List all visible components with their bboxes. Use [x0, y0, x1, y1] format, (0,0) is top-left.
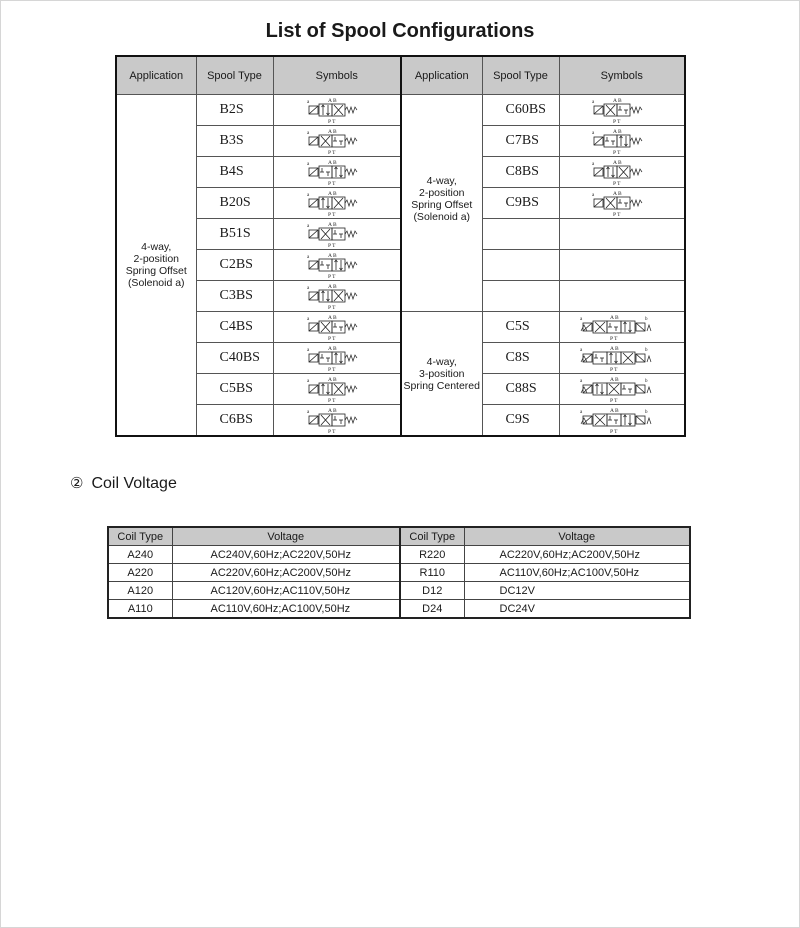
spool-type-cell: C60BS [482, 95, 559, 126]
coil-type-cell: A110 [108, 600, 172, 619]
two-position-valve-symbol [306, 282, 368, 310]
port-label-pt: P T [327, 336, 336, 341]
port-label-ab: A B [612, 191, 622, 197]
two-position-valve-symbol [306, 313, 368, 341]
header-spool-type: Spool Type [482, 56, 559, 95]
coil-type-cell: D12 [400, 582, 464, 600]
port-label-ab: A B [327, 408, 337, 414]
section-title: Coil Voltage [91, 475, 177, 492]
header-spool-type: Spool Type [196, 56, 273, 95]
symbol-cell [273, 374, 401, 405]
two-position-valve-symbol [306, 375, 368, 403]
coil-voltage-table [107, 526, 691, 619]
port-label-ab: A B [609, 377, 619, 383]
solenoid-a-label: a [591, 193, 594, 198]
spool-type-cell: C7BS [482, 126, 559, 157]
symbol-cell [273, 157, 401, 188]
application-line: 4-way, [426, 355, 457, 368]
spool-row [116, 405, 685, 437]
spool-type-cell: B20S [196, 188, 273, 219]
port-label-pt: P T [612, 150, 621, 155]
spool-type-cell: C6BS [196, 405, 273, 437]
symbol-cell [559, 405, 685, 437]
port-label-pt: P T [612, 181, 621, 186]
three-position-valve-symbol [579, 344, 665, 372]
application-line: (Solenoid a) [413, 211, 471, 223]
spool-type-cell: C8BS [482, 157, 559, 188]
symbol-cell [559, 219, 685, 250]
spool-type-cell [482, 219, 559, 250]
symbol-cell [559, 312, 685, 343]
two-position-valve-symbol [306, 251, 368, 279]
port-label-ab: A B [327, 191, 337, 197]
solenoid-b-label: b [644, 348, 648, 353]
port-label-ab: A B [609, 346, 619, 352]
port-label-pt: P T [609, 398, 618, 403]
two-position-valve-symbol [306, 127, 368, 155]
page-title: List of Spool Configurations [265, 20, 535, 42]
spool-row [116, 126, 685, 157]
port-label-pt: P T [612, 212, 621, 217]
spool-type-cell: B3S [196, 126, 273, 157]
solenoid-a-label: a [306, 317, 309, 322]
port-label-pt: P T [327, 429, 336, 434]
symbol-cell [273, 188, 401, 219]
application-cell [116, 95, 196, 437]
application-line: (Solenoid a) [127, 277, 185, 289]
header-coil-type: Coil Type [108, 527, 172, 546]
two-position-valve-symbol [306, 96, 368, 124]
two-position-valve-symbol [306, 158, 368, 186]
symbol-cell [559, 281, 685, 312]
port-label-ab: A B [612, 98, 622, 104]
port-label-ab: A B [327, 346, 337, 352]
solenoid-a-label: a [591, 131, 594, 136]
three-position-valve-symbol [579, 406, 665, 434]
two-position-valve-symbol [591, 189, 653, 217]
symbol-cell [559, 374, 685, 405]
port-label-ab: A B [327, 377, 337, 383]
solenoid-a-label: a [306, 100, 309, 105]
solenoid-a-label: a [306, 348, 309, 353]
two-position-valve-symbol [306, 344, 368, 372]
spool-row [116, 250, 685, 281]
solenoid-a-label: a [306, 379, 309, 384]
voltage-cell: AC240V,60Hz;AC220V,50Hz [172, 546, 400, 564]
coil-type-cell: R110 [400, 564, 464, 582]
port-label-ab: A B [612, 129, 622, 135]
port-label-ab: A B [327, 129, 337, 135]
solenoid-b-label: b [644, 410, 648, 415]
application-line: 4-way, [141, 241, 172, 253]
symbol-cell [273, 405, 401, 437]
three-position-valve-symbol [579, 313, 665, 341]
port-label-pt: P T [609, 336, 618, 341]
spool-type-cell [482, 281, 559, 312]
symbol-cell [273, 126, 401, 157]
spool-type-cell: C2BS [196, 250, 273, 281]
spool-type-cell: C3BS [196, 281, 273, 312]
spool-type-cell: C88S [482, 374, 559, 405]
symbol-cell [273, 281, 401, 312]
spool-type-cell: B2S [196, 95, 273, 126]
solenoid-a-label: a [579, 317, 582, 322]
voltage-cell: DC12V [464, 582, 690, 600]
port-label-ab: A B [609, 315, 619, 321]
section-number: ② [70, 475, 84, 492]
application-cell [401, 95, 482, 312]
application-line: Spring Offset [411, 199, 473, 211]
symbol-cell [273, 95, 401, 126]
coil-row [108, 564, 690, 582]
port-label-ab: A B [327, 253, 337, 259]
application-line: 3-position [418, 367, 465, 380]
symbol-cell [559, 157, 685, 188]
port-label-pt: P T [609, 429, 618, 434]
spool-header-row [116, 56, 685, 95]
voltage-cell: AC120V,60Hz;AC110V,50Hz [172, 582, 400, 600]
solenoid-b-label: b [644, 317, 648, 322]
symbol-cell [273, 250, 401, 281]
solenoid-a-label: a [306, 410, 309, 415]
voltage-cell: AC220V,60Hz;AC200V,50Hz [464, 546, 690, 564]
voltage-cell: DC24V [464, 600, 690, 619]
port-label-pt: P T [327, 181, 336, 186]
port-label-pt: P T [327, 398, 336, 403]
port-label-pt: P T [327, 367, 336, 372]
solenoid-a-label: a [579, 379, 582, 384]
spool-type-cell: B51S [196, 219, 273, 250]
coil-row [108, 582, 690, 600]
port-label-ab: A B [327, 160, 337, 166]
two-position-valve-symbol [591, 158, 653, 186]
symbol-cell [559, 126, 685, 157]
port-label-pt: P T [609, 367, 618, 372]
coil-row [108, 600, 690, 619]
port-label-pt: P T [327, 274, 336, 279]
voltage-cell: AC110V,60Hz;AC100V,50Hz [172, 600, 400, 619]
application-line: 4-way, [426, 175, 457, 187]
two-position-valve-symbol [591, 127, 653, 155]
solenoid-a-label: a [306, 224, 309, 229]
application-line: Spring Offset [125, 265, 187, 277]
spool-row [116, 312, 685, 343]
port-label-ab: A B [327, 284, 337, 290]
two-position-valve-symbol [306, 189, 368, 217]
header-symbols: Symbols [273, 56, 401, 95]
spool-type-cell: C40BS [196, 343, 273, 374]
solenoid-a-label: a [591, 100, 594, 105]
port-label-pt: P T [327, 150, 336, 155]
port-label-pt: P T [327, 243, 336, 248]
spool-row [116, 343, 685, 374]
spool-configurations-table [115, 55, 686, 437]
solenoid-a-label: a [306, 131, 309, 136]
spool-row [116, 374, 685, 405]
voltage-cell: AC220V,60Hz;AC200V,50Hz [172, 564, 400, 582]
header-application: Application [401, 56, 482, 95]
application-cell [401, 312, 482, 437]
symbol-cell [273, 343, 401, 374]
spool-type-cell: C9S [482, 405, 559, 437]
coil-header-row [108, 527, 690, 546]
spool-row [116, 281, 685, 312]
spool-row [116, 219, 685, 250]
solenoid-a-label: a [306, 193, 309, 198]
spool-type-cell: C5S [482, 312, 559, 343]
solenoid-a-label: a [306, 255, 309, 260]
coil-type-cell: R220 [400, 546, 464, 564]
symbol-cell [273, 312, 401, 343]
symbol-cell [273, 219, 401, 250]
application-line: 2-position [133, 253, 180, 265]
coil-section-heading [70, 474, 177, 493]
port-label-ab: A B [327, 98, 337, 104]
three-position-valve-symbol [579, 375, 665, 403]
header-application: Application [116, 56, 196, 95]
solenoid-a-label: a [579, 410, 582, 415]
header-coil-type: Coil Type [400, 527, 464, 546]
spool-type-cell: C5BS [196, 374, 273, 405]
coil-row [108, 546, 690, 564]
coil-type-cell: A220 [108, 564, 172, 582]
spool-type-cell: C9BS [482, 188, 559, 219]
symbol-cell [559, 343, 685, 374]
spool-type-cell [482, 250, 559, 281]
solenoid-b-label: b [644, 379, 648, 384]
symbol-cell [559, 95, 685, 126]
port-label-ab: A B [327, 315, 337, 321]
symbol-cell [559, 250, 685, 281]
two-position-valve-symbol [306, 406, 368, 434]
port-label-ab: A B [609, 408, 619, 414]
header-voltage: Voltage [464, 527, 690, 546]
coil-type-cell: A240 [108, 546, 172, 564]
solenoid-a-label: a [306, 286, 309, 291]
spool-type-cell: B4S [196, 157, 273, 188]
port-label-pt: P T [327, 212, 336, 217]
header-voltage: Voltage [172, 527, 400, 546]
symbol-cell [559, 188, 685, 219]
application-line: 2-position [418, 187, 465, 199]
spool-row [116, 95, 685, 126]
spool-type-cell: C4BS [196, 312, 273, 343]
solenoid-a-label: a [591, 162, 594, 167]
spool-row [116, 157, 685, 188]
solenoid-a-label: a [579, 348, 582, 353]
header-symbols: Symbols [559, 56, 685, 95]
port-label-pt: P T [612, 119, 621, 124]
port-label-ab: A B [612, 160, 622, 166]
two-position-valve-symbol [306, 220, 368, 248]
voltage-cell: AC110V,60Hz;AC100V,50Hz [464, 564, 690, 582]
coil-type-cell: D24 [400, 600, 464, 619]
port-label-pt: P T [327, 119, 336, 124]
two-position-valve-symbol [591, 96, 653, 124]
port-label-pt: P T [327, 305, 336, 310]
coil-type-cell: A120 [108, 582, 172, 600]
spool-type-cell: C8S [482, 343, 559, 374]
port-label-ab: A B [327, 222, 337, 228]
solenoid-a-label: a [306, 162, 309, 167]
application-line: Spring Centered [403, 379, 480, 392]
spool-row [116, 188, 685, 219]
